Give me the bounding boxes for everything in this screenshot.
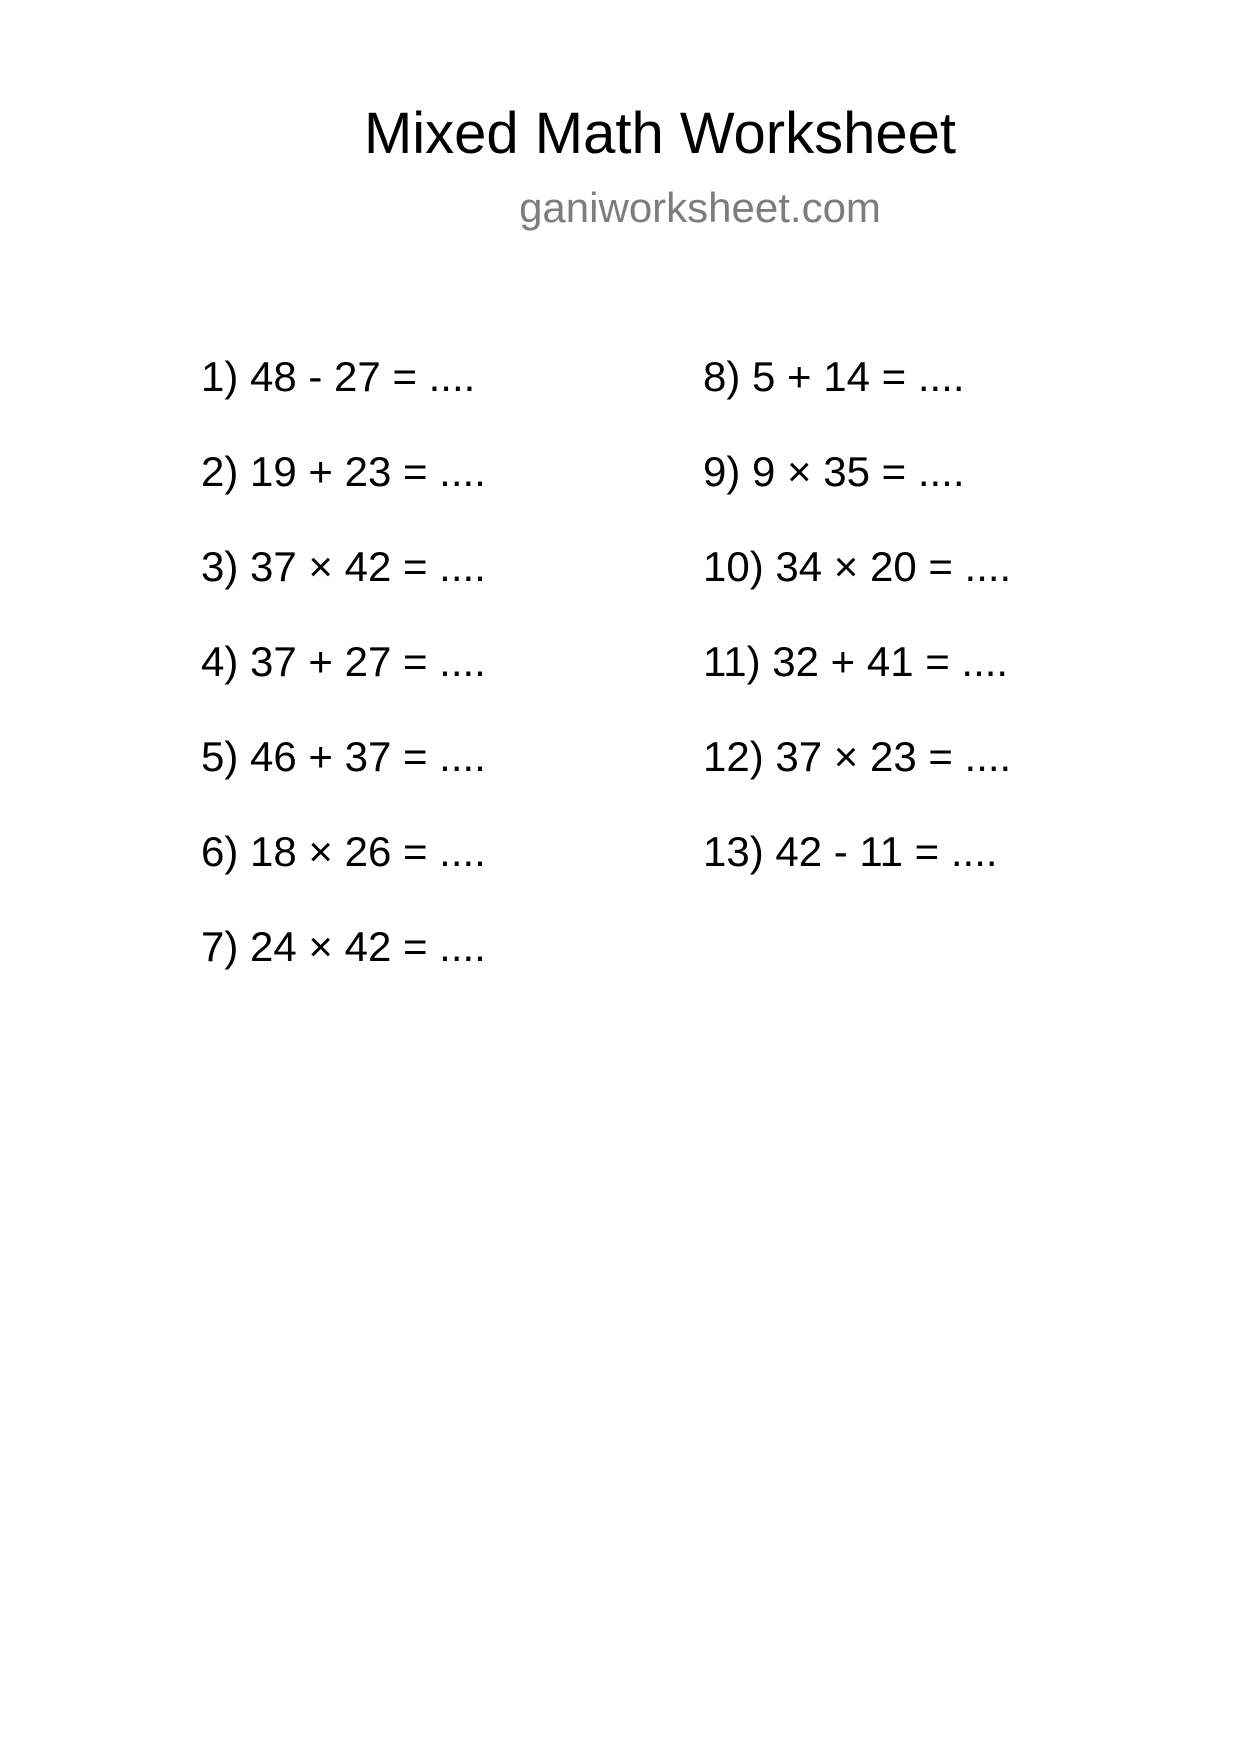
page-title: Mixed Math Worksheet: [363, 101, 957, 166]
problem-item: 11) 32 + 41 = ....: [703, 638, 1009, 685]
problem-item: 3) 37 × 42 = ....: [201, 543, 486, 590]
problem-column-left: [201, 346, 486, 1011]
problem-item: 12) 37 × 23 = ....: [703, 733, 1012, 780]
problem-item: 7) 24 × 42 = ....: [201, 923, 486, 970]
problem-column-right: [703, 346, 1011, 916]
problem-item: 1) 48 - 27 = ....: [201, 353, 476, 400]
problem-item: 13) 42 - 11 = ....: [703, 828, 998, 875]
site-name: ganiworksheet.com: [519, 184, 881, 231]
problem-item: 6) 18 × 26 = ....: [201, 828, 486, 875]
problem-item: 4) 37 + 27 = ....: [201, 638, 486, 685]
problem-item: 8) 5 + 14 = ....: [703, 353, 965, 400]
problem-item: 5) 46 + 37 = ....: [201, 733, 486, 780]
problem-item: 10) 34 × 20 = ....: [703, 543, 1012, 590]
problem-item: 2) 19 + 23 = ....: [201, 448, 486, 495]
problem-item: 9) 9 × 35 = ....: [703, 448, 965, 495]
